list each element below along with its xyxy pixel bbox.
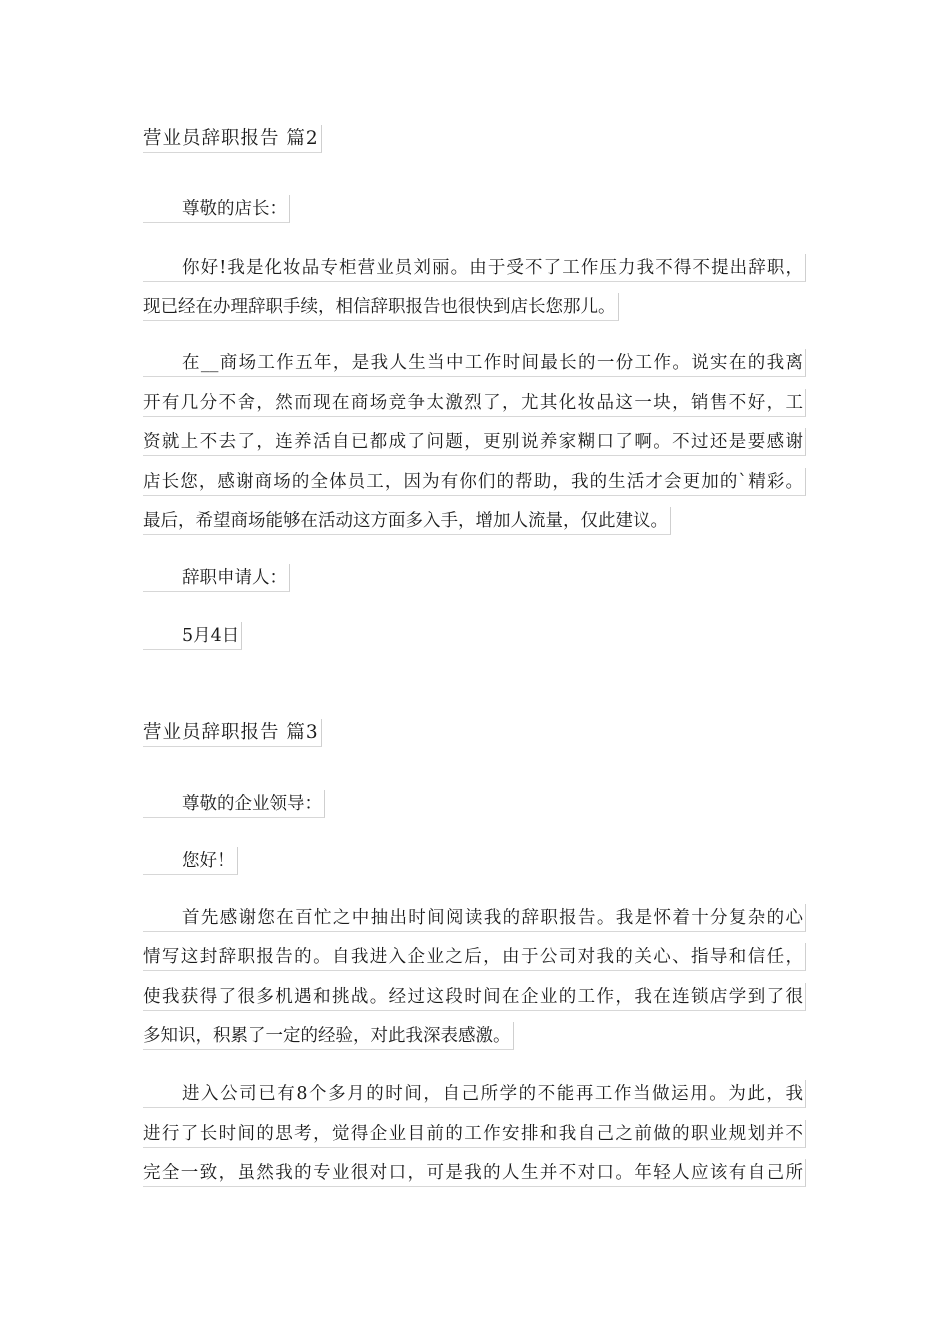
- signer-label: 辞职申请人：: [143, 564, 290, 592]
- paragraph-line: 你好!我是化妆品专柜营业员刘丽。由于受不了工作压力我不得不提出辞职，: [143, 254, 806, 282]
- date-line: 5月4日: [143, 622, 242, 650]
- paragraph-line: 完全一致，虽然我的专业很对口，可是我的人生并不对口。年轻人应该有自己所: [143, 1159, 806, 1187]
- section-heading: 营业员辞职报告 篇2: [143, 125, 322, 153]
- paragraph-line: 开有几分不舍，然而现在商场竞争太激烈了，尤其化妆品这一块，销售不好，工: [143, 389, 806, 417]
- paragraph-line: 进入公司已有8个多月的时间，自己所学的不能再工作当做运用。为此，我: [143, 1080, 806, 1108]
- paragraph-line: 首先感谢您在百忙之中抽出时间阅读我的辞职报告。我是怀着十分复杂的心: [143, 904, 806, 932]
- paragraph-line: 使我获得了很多机遇和挑战。经过这段时间在企业的工作，我在连锁店学到了很: [143, 983, 806, 1011]
- paragraph-line: 资就上不去了，连养活自已都成了问题，更别说养家糊口了啊。不过还是要感谢: [143, 428, 806, 456]
- paragraph-line: 情写这封辞职报告的。自我进入企业之后，由于公司对我的关心、指导和信任，: [143, 943, 806, 971]
- greeting: 您好！: [143, 847, 238, 875]
- paragraph-line: 在__商场工作五年，是我人生当中工作时间最长的一份工作。说实在的我离: [143, 349, 806, 377]
- salutation: 尊敬的企业领导：: [143, 790, 325, 818]
- paragraph-line: 现已经在办理辞职手续，相信辞职报告也很快到店长您那儿。: [143, 293, 619, 321]
- section-heading: 营业员辞职报告 篇3: [143, 719, 322, 747]
- paragraph-line: 多知识，积累了一定的经验，对此我深表感激。: [143, 1022, 514, 1050]
- salutation: 尊敬的店长：: [143, 195, 290, 223]
- paragraph-line: 店长您，感谢商场的全体员工，因为有你们的帮助，我的生活才会更加的`精彩。: [143, 468, 806, 496]
- paragraph-line: 最后，希望商场能够在活动这方面多入手，增加人流量，仅此建议。: [143, 507, 671, 535]
- paragraph-line: 进行了长时间的思考，觉得企业目前的工作安排和我自己之前做的职业规划并不: [143, 1120, 806, 1148]
